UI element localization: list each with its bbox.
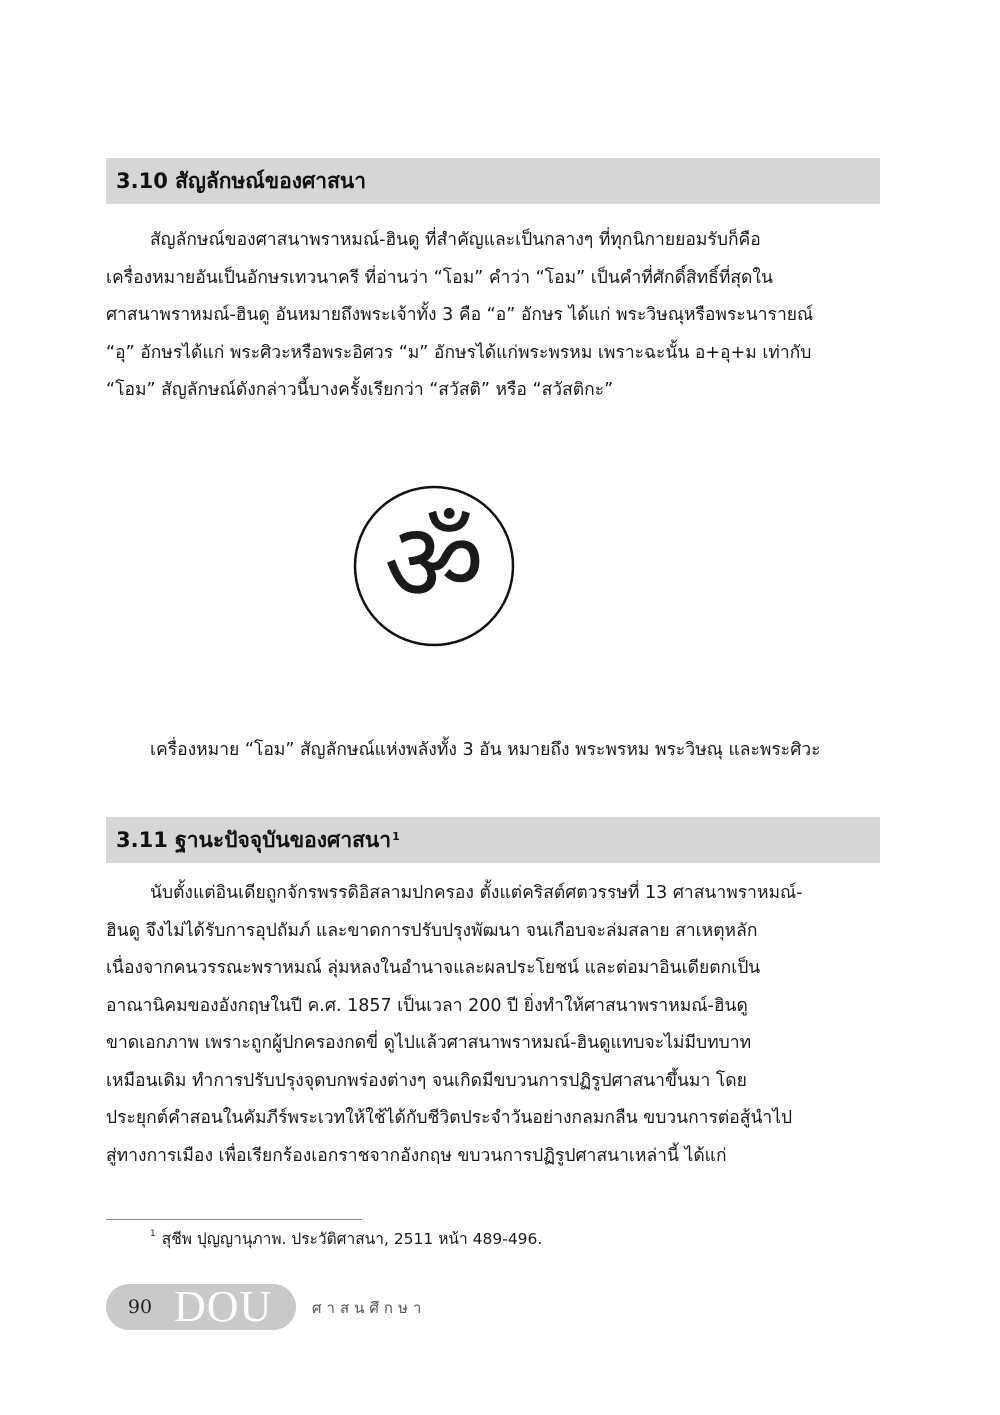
section-heading-3-10 — [106, 158, 880, 204]
text-line: ขาดเอกภาพ เพราะถูกผู้ปกครองกดขี่ ดูไปแล้วศาสนาพราหมณ์-ฮินดูแทบจะไม่มีบทบาท — [106, 1033, 752, 1053]
footnote-text: สุชีพ ปุญญานุภาพ. ประวัติศาสนา, 2511 หน้า 489-496. — [161, 1230, 543, 1248]
course-name: ศาสนศึกษา — [312, 1299, 427, 1317]
text-line: ศาสนาพราหมณ์-ฮินดู อันหมายถึงพระเจ้าทั้ง 3 คือ “อ” อักษร ได้แก่ พระวิษณุหรือพระนารายณ์ — [106, 305, 814, 325]
text-line: เครื่องหมายอันเป็นอักษรเทวนาครี ที่อ่านว่า “โอม” คำว่า “โอม” เป็นคำที่ศักดิ์สิทธิ์ที่สุดใน — [106, 267, 773, 288]
page-number: 90 — [127, 1296, 153, 1318]
footer-badge — [106, 1284, 296, 1330]
om-glyph: ॐ — [383, 498, 485, 627]
text-line: นับตั้งแต่อินเดียถูกจักรพรรดิอิสลามปกครอง ตั้งแต่คริสต์ศตวรรษที่ 13 ศาสนาพราหมณ์- — [150, 883, 803, 903]
om-figure — [334, 466, 534, 666]
section-title: 3.11 ฐานะปัจจุบันของศาสนา — [116, 827, 392, 852]
text-line: ประยุกต์คำสอนในคัมภีร์พระเวทให้ใช้ได้กับชีวิตประจำวันอย่างกลมกลืน ขบวนการต่อสู้นำไป — [106, 1108, 793, 1128]
paragraph-symbol — [106, 222, 880, 410]
text-line: “อุ” อักษรได้แก่ พระศิวะหรือพระอิศวร “ม” อักษรได้แก่พระพรหม เพราะฉะนั้น อ+อุ+ม เท่ากับ — [106, 342, 812, 363]
paragraph-status — [106, 875, 880, 1175]
footnote-divider — [106, 1219, 362, 1220]
text-line: “โอม” สัญลักษณ์ดังกล่าวนี้บางครั้งเรียกว่า “สวัสติ” หรือ “สวัสติกะ” — [106, 380, 614, 400]
dou-logo: DOU — [174, 1282, 273, 1331]
figure-caption: เครื่องหมาย “โอม” สัญลักษณ์แห่งพลังทั้ง 3 อัน หมายถึง พระพรหม พระวิษณุ และพระศิวะ — [150, 740, 821, 760]
section-title: 3.10 สัญลักษณ์ของศาสนา — [116, 168, 367, 193]
text-line: สู่ทางการเมือง เพื่อเรียกร้องเอกราชจากอังกฤษ ขบวนการปฏิรูปศาสนาเหล่านี้ ได้แก่ — [106, 1145, 727, 1166]
footnote-mark: 1 — [392, 829, 400, 843]
text-line: เนื่องจากคนวรรณะพราหมณ์ ลุ่มหลงในอำนาจและผลประโยชน์ และต่อมาอินเดียตกเป็น — [106, 958, 761, 978]
section-heading-3-11 — [106, 817, 880, 863]
footnote — [150, 1226, 542, 1251]
text-line: เหมือนเดิม ทำการปรับปรุงจุดบกพร่องต่างๆ จนเกิดมีขบวนการปฏิรูปศาสนาขึ้นมา โดย — [106, 1070, 747, 1091]
om-symbol-icon — [334, 466, 534, 666]
text-line: ฮินดู จึงไม่ได้รับการอุปถัมภ์ และขาดการปรับปรุงพัฒนา จนเกือบจะล่มสลาย สาเหตุหลัก — [106, 920, 758, 941]
text-line: อาณานิคมของอังกฤษในปี ค.ศ. 1857 เป็นเวลา 200 ปี ยิ่งทำให้ศาสนาพราหมณ์-ฮินดู — [106, 995, 748, 1016]
text-line: สัญลักษณ์ของศาสนาพราหมณ์-ฮินดู ที่สำคัญและเป็นกลางๆ ที่ทุกนิกายยอมรับก็คือ — [150, 230, 761, 250]
footnote-number: 1 — [150, 1228, 156, 1239]
